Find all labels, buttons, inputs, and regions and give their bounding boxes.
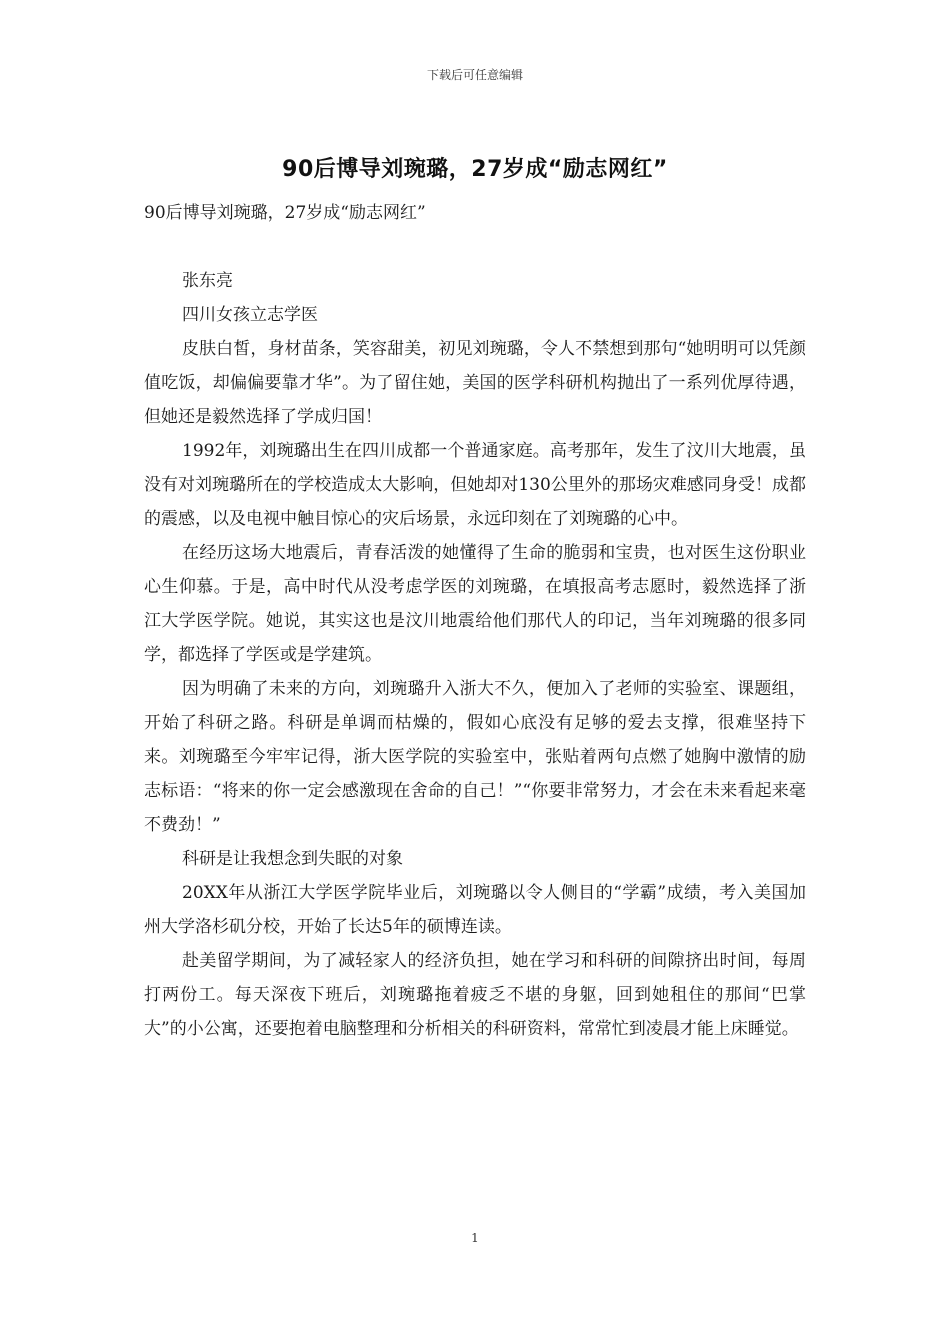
paragraph: 20XX年从浙江大学医学院毕业后，刘琬璐以令人侧目的“学霸”成绩，考入美国加州大学洛杉矶分校，开始了长达5年的硕博连读。 [144,883,806,937]
paragraph: 1992年，刘琬璐出生在四川成都一个普通家庭。高考那年，发生了汶川大地震，虽没有对刘琬璐所在的学校造成太大影响，但她却对130公里外的那场灾难感同身受！成都的震感，以及电视中触目惊心的灾后场景，永远印刻在了刘琬璐的心中。 [144,441,806,529]
paragraph: 赴美留学期间，为了减轻家人的经济负担，她在学习和科研的间隙挤出时间，每周打两份工。每天深夜下班后，刘琬璐拖着疲乏不堪的身躯，回到她租住的那间“巴掌大”的小公寓，还要抱着电脑整理和分析相关的科研资料，常常忙到凌晨才能上床睡觉。 [144,951,806,1039]
paragraph: 在经历这场大地震后，青春活泼的她懂得了生命的脆弱和宝贵，也对医生这份职业心生仰慕。于是，高中时代从没考虑学医的刘琬璐，在填报高考志愿时，毅然选择了浙江大学医学院。她说，其实这也是汶川地震给他们那代人的印记，当年刘琬璐的很多同学，都选择了学医或是学建筑。 [144,543,806,665]
section-heading: 四川女孩立志学医 [182,305,318,325]
author-line: 张东亮 [182,271,233,291]
page-number: 1 [471,1231,479,1245]
header-note: 下载后可任意编辑 [426,68,523,82]
paragraph: 皮肤白皙，身材苗条，笑容甜美，初见刘琬璐，令人不禁想到那句“她明明可以凭颜值吃饭，却偏偏要靠才华”。为了留住她，美国的医学科研机构抛出了一系列优厚待遇，但她还是毅然选择了学成归国！ [144,339,806,427]
document-body [144,196,806,1046]
document-title: 90后博导刘琬璐，27岁成“励志网红” [282,157,668,182]
subtitle-line: 90后博导刘琬璐，27岁成“励志网红” [144,203,426,223]
section-heading: 科研是让我想念到失眠的对象 [182,849,403,869]
blank-line [144,230,806,264]
paragraph: 因为明确了未来的方向，刘琬璐升入浙大不久，便加入了老师的实验室、课题组，开始了科研之路。科研是单调而枯燥的，假如心底没有足够的爱去支撑，很难坚持下来。刘琬璐至今牢牢记得，浙大医学院的实验室中，张贴着两句点燃了她胸中激情的励志标语：“将来的你一定会感激现在舍命的自己！”“你要非常努力，才会在未来看起来毫不费劲！” [144,679,806,835]
